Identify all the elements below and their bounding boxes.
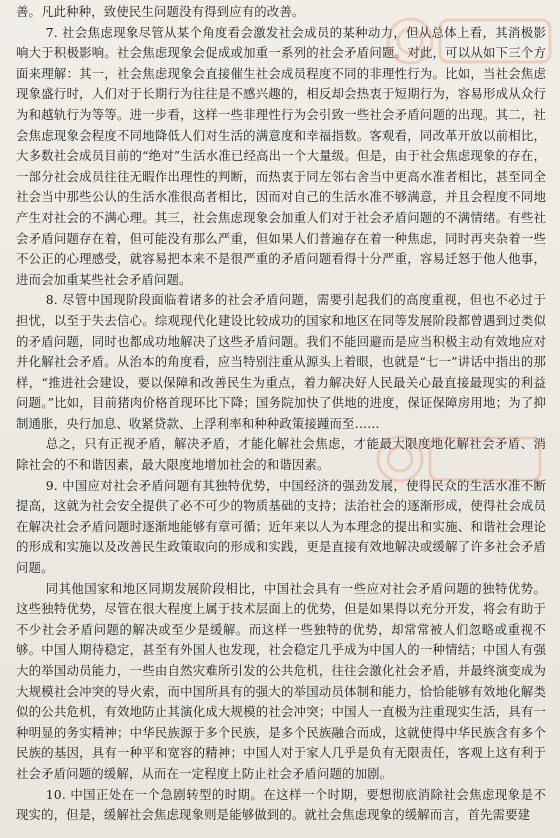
paragraph-item-10: 10. 中国正处在一个急剧转型的时期。在这样一个时期，要想彻底消除社会焦虑现象是不现实的，但是，缓解社会焦虑现象则是能够做到的。就社会焦虑现象的缓解而言，首先需要建 (16, 786, 546, 823)
paragraph-summary: 总之，只有正视矛盾，解决矛盾，才能化解社会焦虑，才能最大限度地化解社会矛盾、消除社会的不和谐因素，最大限度地增加社会的和谐因素。 (16, 436, 546, 473)
paragraph-continuation: 善。凡此种种，致使民生问题没有得到应有的改善。 (16, 4, 305, 19)
paragraph-item-9: 9. 中国应对社会矛盾问题有其独特优势，中国经济的强劲发展，使得民众的生活水准不断提高，这就为社会安全提供了必不可少的物质基础的支持；法治社会的逐渐形成，使得社会成员在解决社会矛盾问题时逐渐地能够有章可循；近年来以人为本理念的提出和实施、和谐社会理论的形成和实施以及改善民生政策取向的形成和实践，更是直接有效地解决或缓解了许多社会矛盾问题。 (16, 477, 546, 576)
paragraph-item-8: 8. 尽管中国现阶段面临着诸多的社会矛盾问题，需要引起我们的高度重视，但也不必过于担忧，以至于失去信心。综观现代化建设比较成功的国家和地区在同等发展阶段都曾遇到过类似的矛盾问题，同时也都成功地解决了这些矛盾问题。我们不能回避而是应当积极主动有效地应对并化解社会矛盾。从治本的角度看，应当特别注重从源头上着眼，也就是“七一”讲话中指出的那样，“推进社会建设，要以保障和改善民生为重点，着力解决好人民最关心最直接最现实的利益问题。”比如，目前猪肉价格首现环比下降；国务院加快了供地的进度，保证保障房用地；为了抑制通胀，央行加息、收紧贷款、上浮利率和种种政策接踵而至…… (16, 292, 546, 431)
paragraph-item-7: 7. 社会焦虑现象尽管从某个角度看会激发社会成员的某种动力，但从总体上看，其消极影响大于积极影响。社会焦虑现象会促成或加重一系列的社会矛盾问题。对此，可以从如下三个方面来理解：其一，社会焦虑现象会直接催生社会成员程度不同的非理性行为。比如，当社会焦虑现象盛行时，人们对于长期行为往往是不感兴趣的，相反却会热衷于短期行为，容易形成从众行为和越轨行为等等。进一步看，这样一些非理性行为会引致一些社会矛盾问题的出现。其二，社会焦虑现象会程度不同地降低人们对生活的满意度和幸福指数。客观看，同改革开放以前相比，大多数社会成员目前的“绝对”生活水准已经高出一个大量级。但是，由于社会焦虑现象的存在，一部分社会成员往往无暇作出理性的判断，而热衷于同左邻右舍当中更高水准者相比，甚至同全社会当中那些公认的生活水准很高者相比，因而对自己的生活水准不够满意，并且会程度不同地产生对社会的不满心理。其三，社会焦虑现象会加重人们对于社会矛盾问题的不满情绪。有些社会矛盾问题存在着，但可能没有那么严重，但如果人们普遍存在着一种焦虑，同时再夹杂着一些不公正的心理感受，就容易把本来不是很严重的矛盾问题看得十分严重，容易迁怒于他人他事，进而会加重某些社会矛盾问题。 (16, 24, 546, 287)
paragraph-advantages: 同其他国家和地区同期发展阶段相比，中国社会具有一些应对社会矛盾问题的独特优势。这些独特优势，尽管在很大程度上属于技术层面上的优势，但是如果得以充分开发，将会有助于不少社会矛盾问题的解决或至少是缓解。而这样一些独特的优势，却常常被人们忽略或重视不够。中国人期待稳定，甚至有外国人也发现，社会稳定几乎成为中国人的一种情结；中国人有强大的举国动员能力，一些由自然灾难所引发的公共危机，往往会激化社会矛盾，并最终演变成为大规模社会冲突的导火索，而中国所具有的强大的举国动员体制和能力，恰恰能够有效地化解类似的公共危机，有效地防止其演化成大规模的社会冲突；中国人一直极为注重现实生活，具有一种明显的务实精神；中华民族源于多个民族，是多个民族融合而成，这就使得中华民族含有多个民族的基因，具有一种平和宽容的精神；中国人对于家人几乎是负有无限责任，客观上这有利于社会矛盾问题的缓解，从而在一定程度上防止社会矛盾问题的加剧。 (16, 580, 546, 781)
